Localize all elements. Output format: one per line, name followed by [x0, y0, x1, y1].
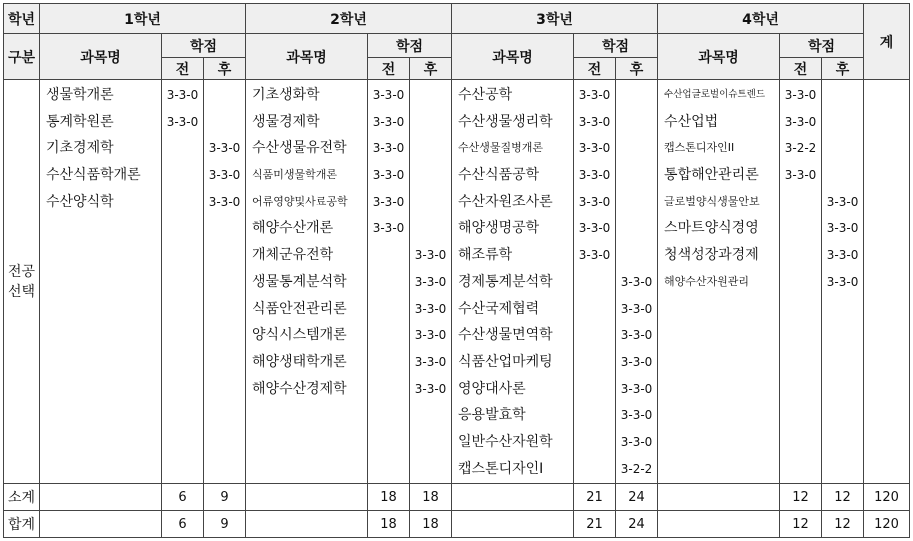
credit-header: 학점 [162, 34, 246, 58]
sem1-credit [368, 376, 409, 403]
sem2-credit [822, 82, 863, 109]
course-name: 청색성장과경제 [664, 247, 759, 264]
sem2-credit [822, 135, 863, 162]
sem1-credit: 3-3-0 [372, 168, 405, 183]
sem1-credit: 3-3-0 [166, 114, 199, 129]
course-name: 해양수산자원관리 [664, 274, 750, 288]
course-name: 수산생물면역학 [458, 327, 553, 344]
year-1-header: 1학년 [40, 4, 246, 34]
sem2-credit [410, 215, 451, 242]
year-3-sem1-credits [574, 80, 616, 484]
sem2-credit [410, 109, 451, 136]
sem1-credit [162, 135, 203, 162]
sem2-credit: 3-3-0 [208, 141, 241, 156]
year-4-sem2-credits [822, 80, 864, 484]
course-name: 어류영양및사료공학 [252, 194, 348, 208]
year-3-header: 3학년 [452, 4, 658, 34]
subtotal-y1-s1: 6 [162, 484, 204, 511]
year-2-sem2-credits [410, 80, 452, 484]
header-row-credit [4, 34, 910, 58]
grand-y4-s1: 12 [780, 511, 822, 538]
sem1-credit: 3-3-0 [372, 114, 405, 129]
grand-total-value: 120 [864, 511, 910, 538]
blank-cell [40, 511, 162, 538]
sem1-header: 전 [162, 58, 204, 80]
grand-total-label: 합계 [4, 511, 40, 538]
sem1-credit [162, 162, 203, 189]
course-name: 기초경제학 [46, 140, 114, 157]
year-1-sem2-credits [204, 80, 246, 484]
blank-cell [658, 511, 780, 538]
course-name: 양식시스템개론 [252, 327, 347, 344]
sem2-credit: 3-3-0 [414, 248, 447, 263]
total-blank [864, 80, 910, 484]
sem2-credit: 3-3-0 [826, 248, 859, 263]
course-name: 수산공학 [458, 87, 513, 103]
course-name: 수산생물생리학 [458, 113, 553, 130]
sem1-header: 전 [368, 58, 410, 80]
sem1-credit [574, 296, 615, 323]
sem1-credit [368, 242, 409, 269]
course-name: 수산국제협력 [458, 300, 540, 317]
year-4-courses [658, 80, 780, 484]
course-name: 캡스톤디자인I [458, 460, 544, 477]
course-name: 개체군유전학 [252, 247, 334, 264]
grand-y1-s1: 6 [162, 511, 204, 538]
course-name: 통계학원론 [46, 113, 114, 130]
sem2-header: 후 [822, 58, 864, 80]
sem2-credit [616, 135, 657, 162]
category-label: 전공 선택 [4, 80, 40, 484]
header-row-years [4, 4, 910, 34]
grand-y2-s1: 18 [368, 511, 410, 538]
blank-cell [452, 484, 574, 511]
course-name: 수산식품학개론 [46, 167, 141, 184]
sem1-credit: 3-3-0 [578, 194, 611, 209]
sem1-credit [368, 349, 409, 376]
sem1-credit [574, 376, 615, 403]
sem2-credit [410, 135, 451, 162]
sem1-credit [368, 296, 409, 323]
curriculum-table [3, 3, 910, 538]
year-1-courses [40, 80, 162, 484]
course-name: 수산업법 [664, 113, 719, 130]
grand-y3-s1: 21 [574, 511, 616, 538]
course-name: 생물통계분석학 [252, 273, 347, 290]
sem2-credit [204, 109, 245, 136]
credit-header: 학점 [780, 34, 864, 58]
year-3-courses [452, 80, 574, 484]
sem1-credit [368, 269, 409, 296]
major-elective-row [4, 80, 910, 484]
course-name: 해양수산개론 [252, 220, 334, 237]
sem2-header: 후 [204, 58, 246, 80]
subtotal-label: 소계 [4, 484, 40, 511]
sem2-credit [616, 109, 657, 136]
sem1-credit: 3-3-0 [784, 114, 817, 129]
course-name: 수산생물질병개론 [458, 141, 544, 155]
course-name: 해양수산경제학 [252, 380, 347, 397]
sem1-credit [574, 429, 615, 456]
course-name: 영양대사론 [458, 380, 526, 397]
subtotal-row [4, 484, 910, 511]
sem2-credit: 3-3-0 [826, 274, 859, 289]
sem1-credit [780, 215, 821, 242]
sem2-credit: 3-3-0 [826, 221, 859, 236]
credit-header: 학점 [368, 34, 452, 58]
sem2-credit [822, 162, 863, 189]
year-1-sem1-credits [162, 80, 204, 484]
course-name: 해양생태학개론 [252, 353, 347, 370]
sem1-credit: 3-3-0 [578, 114, 611, 129]
sem1-credit: 3-3-0 [578, 88, 611, 102]
course-name: 수산생물유전학 [252, 140, 347, 157]
blank-cell [40, 484, 162, 511]
sem1-credit: 3-3-0 [166, 88, 199, 102]
course-name: 수산자원조사론 [458, 193, 553, 210]
category-header: 구분 [4, 34, 40, 80]
subtotal-y2-s2: 18 [410, 484, 452, 511]
course-name: 일반수산자원학 [458, 433, 553, 450]
sem1-credit: 3-3-0 [372, 221, 405, 236]
year-2-courses [246, 80, 368, 484]
sem2-header: 후 [616, 58, 658, 80]
credit-header: 학점 [574, 34, 658, 58]
sem1-credit [780, 189, 821, 216]
sem1-credit: 3-3-0 [578, 168, 611, 183]
sem2-credit [410, 162, 451, 189]
sem2-credit [616, 189, 657, 216]
sem2-credit: 3-3-0 [414, 328, 447, 343]
sem1-credit [574, 349, 615, 376]
sem2-credit [616, 162, 657, 189]
course-name: 응용발효학 [458, 407, 526, 424]
total-header: 계 [864, 4, 910, 80]
course-name: 수산업글로벌이슈트렌드 [664, 89, 765, 100]
grand-y3-s2: 24 [616, 511, 658, 538]
grand-total-row [4, 511, 910, 538]
sem1-credit [574, 322, 615, 349]
sem2-credit [822, 109, 863, 136]
subtotal-y4-s1: 12 [780, 484, 822, 511]
course-name: 생물학개론 [46, 87, 114, 103]
year-2-sem1-credits [368, 80, 410, 484]
sem1-header: 전 [574, 58, 616, 80]
sem1-credit [162, 189, 203, 216]
course-name: 글로벌양식생물안보 [664, 194, 760, 208]
course-name: 수산식품공학 [458, 167, 540, 184]
sem1-credit: 3-3-0 [372, 141, 405, 156]
sem2-credit [204, 82, 245, 109]
sem2-credit [616, 215, 657, 242]
course-name: 생물경제학 [252, 113, 320, 130]
sem1-credit: 3-3-0 [372, 194, 405, 209]
subtotal-y2-s1: 18 [368, 484, 410, 511]
year-4-sem1-credits [780, 80, 822, 484]
course-header: 과목명 [452, 34, 574, 80]
sem2-credit: 3-3-0 [620, 301, 653, 316]
sem2-credit: 3-3-0 [414, 381, 447, 396]
sem1-credit: 3-3-0 [578, 141, 611, 156]
sem1-credit [574, 269, 615, 296]
grand-y1-s2: 9 [204, 511, 246, 538]
sem1-credit [574, 456, 615, 483]
sem2-credit: 3-3-0 [414, 274, 447, 289]
sem2-credit: 3-3-0 [826, 194, 859, 209]
subtotal-y3-s1: 21 [574, 484, 616, 511]
year-2-header: 2학년 [246, 4, 452, 34]
sem1-credit: 3-3-0 [578, 248, 611, 263]
sem2-credit [616, 242, 657, 269]
course-name: 기초생화학 [252, 87, 320, 103]
course-name: 해조류학 [458, 247, 513, 264]
sem1-credit: 3-3-0 [372, 88, 405, 102]
subtotal-y3-s2: 24 [616, 484, 658, 511]
course-header: 과목명 [40, 34, 162, 80]
course-name: 해양생명공학 [458, 220, 540, 237]
sem2-credit: 3-3-0 [620, 328, 653, 343]
sem2-credit [410, 189, 451, 216]
sem2-credit: 3-3-0 [620, 408, 653, 423]
grand-y2-s2: 18 [410, 511, 452, 538]
grand-y4-s2: 12 [822, 511, 864, 538]
sem1-credit: 3-3-0 [784, 168, 817, 183]
subtotal-y4-s2: 12 [822, 484, 864, 511]
course-name: 식품산업마케팅 [458, 353, 553, 370]
sem2-credit: 3-3-0 [414, 354, 447, 369]
sem1-credit: 3-3-0 [578, 221, 611, 236]
year-3-sem2-credits [616, 80, 658, 484]
sem1-credit: 3-2-2 [784, 141, 817, 156]
sem1-credit [780, 269, 821, 296]
sem1-credit [780, 242, 821, 269]
subtotal-total: 120 [864, 484, 910, 511]
sem2-credit: 3-3-0 [620, 354, 653, 369]
blank-cell [658, 484, 780, 511]
sem2-credit: 3-3-0 [414, 301, 447, 316]
blank-cell [246, 484, 368, 511]
subtotal-y1-s2: 9 [204, 484, 246, 511]
sem1-credit [368, 322, 409, 349]
sem1-credit [574, 402, 615, 429]
sem2-credit: 3-3-0 [620, 274, 653, 289]
year-4-header: 4학년 [658, 4, 864, 34]
sem2-credit: 3-3-0 [620, 381, 653, 396]
course-name: 캡스톤디자인II [664, 141, 735, 155]
sem2-credit [410, 82, 451, 109]
sem1-credit: 3-3-0 [784, 88, 817, 102]
sem2-credit: 3-3-0 [208, 194, 241, 209]
course-header: 과목명 [246, 34, 368, 80]
course-name: 수산양식학 [46, 193, 114, 210]
course-name: 스마트양식경영 [664, 220, 759, 237]
sem2-credit: 3-3-0 [620, 434, 653, 449]
blank-cell [452, 511, 574, 538]
blank-cell [246, 511, 368, 538]
sem1-header: 전 [780, 58, 822, 80]
course-name: 식품안전관리론 [252, 300, 347, 317]
sem2-header: 후 [410, 58, 452, 80]
course-name: 경제통계분석학 [458, 273, 553, 290]
course-name: 통합해안관리론 [664, 167, 759, 184]
course-name: 식품미생물학개론 [252, 168, 338, 182]
grade-header: 학년 [4, 4, 40, 34]
sem2-credit: 3-3-0 [208, 168, 241, 183]
course-header: 과목명 [658, 34, 780, 80]
sem2-credit: 3-2-2 [620, 461, 653, 476]
sem2-credit [616, 82, 657, 109]
